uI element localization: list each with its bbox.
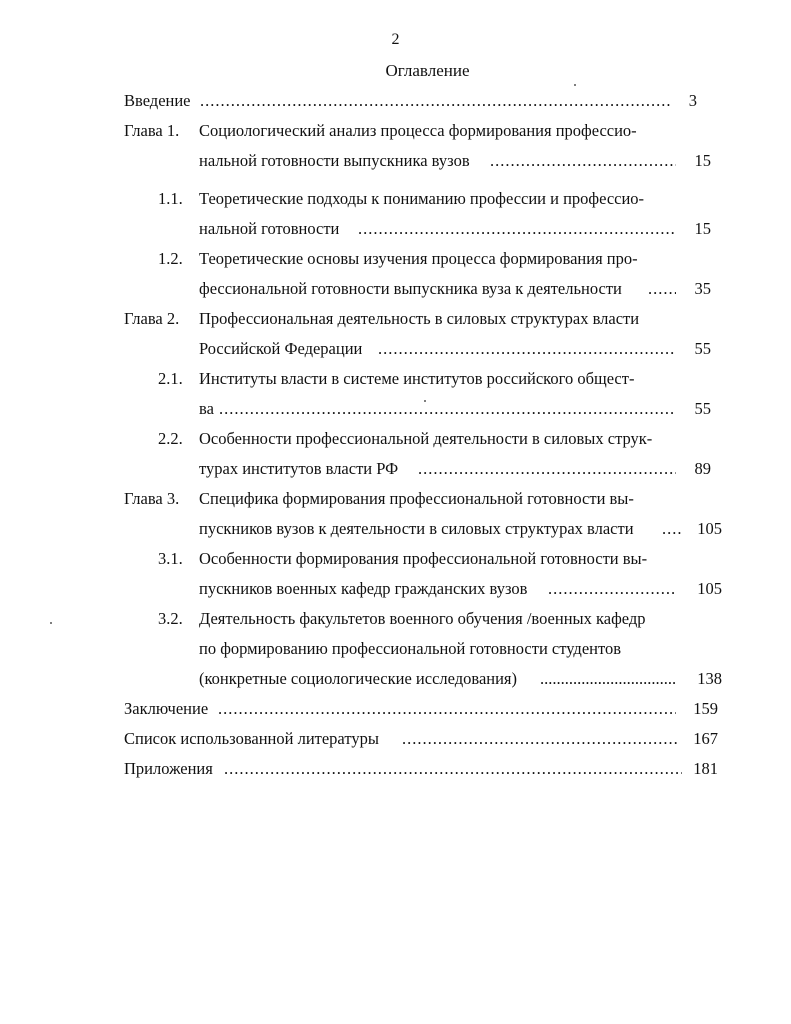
toc-entry-text: Теоретические подходы к пониманию профессии и профессио- <box>199 189 645 208</box>
toc-entry-text: пускников военных кафедр гражданских вузов <box>199 579 528 598</box>
leader-dots <box>219 396 676 422</box>
toc-entry-text: Институты власти в системе институтов российского общест- <box>199 369 635 388</box>
scan-speck <box>50 622 52 624</box>
toc-entry-label: Глава 1. <box>124 121 180 140</box>
toc-entry-chapter-1-cont <box>0 148 711 174</box>
toc-entry-bibliography <box>0 726 718 752</box>
toc-section-number: 1.2. <box>158 249 183 268</box>
toc-entry-chapter-2-cont <box>0 336 711 362</box>
toc-page-number: 15 <box>694 219 711 238</box>
leader-dots <box>378 336 676 362</box>
toc-entry-section-3-2 <box>0 606 711 632</box>
toc-section-number: 3.1. <box>158 549 183 568</box>
toc-page-number: 89 <box>694 459 711 478</box>
leader-dots <box>218 696 676 722</box>
toc-page-number: 55 <box>694 399 711 418</box>
toc-entry-chapter-3 <box>0 486 711 512</box>
toc-section-number: 3.2. <box>158 609 183 628</box>
toc-entry-label: Глава 3. <box>124 489 180 508</box>
toc-entry-label: Глава 2. <box>124 309 180 328</box>
toc-entry-appendices <box>0 756 718 782</box>
toc-entry-label: Приложения <box>124 759 213 778</box>
toc-entry-section-2-1-cont <box>0 396 711 422</box>
toc-entry-section-2-2 <box>0 426 711 452</box>
toc-entry-section-2-2-cont <box>0 456 711 482</box>
toc-entry-label: Список использованной литературы <box>124 729 379 748</box>
toc-entry-text: Профессиональная деятельность в силовых структурах власти <box>199 309 640 328</box>
toc-page-number: 138 <box>697 669 722 688</box>
toc-section-number: 2.1. <box>158 369 183 388</box>
leader-dots <box>402 726 678 752</box>
leader-dots <box>490 148 676 174</box>
toc-entry-text: Социологический анализ процесса формирования профессио- <box>199 121 637 140</box>
toc-entry-section-3-2-cont2 <box>0 666 722 692</box>
toc-entry-section-1-1 <box>0 186 711 212</box>
toc-entry-text: Специфика формирования профессиональной готовности вы- <box>199 489 634 508</box>
toc-entry-text: (конкретные социологические исследования) <box>199 669 518 688</box>
toc-entry-text: Особенности формирования профессиональной готовности вы- <box>199 549 648 568</box>
scan-speck <box>574 84 576 86</box>
toc-section-number: 1.1. <box>158 189 183 208</box>
toc-page-number: 35 <box>694 279 711 298</box>
toc-entry-conclusion <box>0 696 718 722</box>
leader-dots <box>540 666 676 692</box>
toc-entry-text: Особенности профессиональной деятельности в силовых струк- <box>199 429 653 448</box>
toc-entry-text: турах институтов власти РФ <box>199 459 399 478</box>
toc-entry-text: Деятельность факультетов военного обучения /военных кафедр <box>199 609 646 628</box>
toc-entry-text: Теоретические основы изучения процесса формирования про- <box>199 249 638 268</box>
leader-dots <box>548 576 676 602</box>
toc-entry-text: пускников вузов к деятельности в силовых структурах власти <box>199 519 634 538</box>
toc-page-number: 181 <box>693 759 718 778</box>
toc-entry-chapter-2 <box>0 306 711 332</box>
toc-entry-introduction <box>0 88 711 114</box>
toc-entry-text: нальной готовности выпускника вузов <box>199 151 470 170</box>
toc-entry-chapter-1 <box>0 118 711 144</box>
leader-dots <box>358 216 676 242</box>
leader-dots <box>418 456 676 482</box>
toc-page-number: 3 <box>688 91 697 110</box>
toc-title: Оглавление <box>385 61 470 80</box>
toc-entry-label: Заключение <box>124 699 209 718</box>
toc-entry-section-3-1-cont <box>0 576 722 602</box>
toc-page-number: 105 <box>697 579 722 598</box>
toc-entry-text: Российской Федерации <box>199 339 363 358</box>
toc-entry-section-1-2-cont <box>0 276 711 302</box>
toc-entry-section-2-1 <box>0 366 711 392</box>
page-number: 2 <box>391 31 400 48</box>
toc-page-number: 159 <box>693 699 718 718</box>
scan-speck <box>424 400 426 402</box>
leader-dots <box>200 88 670 114</box>
toc-page-number: 15 <box>694 151 711 170</box>
toc-entry-section-3-1 <box>0 546 711 572</box>
toc-page-number: 55 <box>694 339 711 358</box>
toc-entry-text: фессиональной готовности выпускника вуза к деятельности <box>199 279 622 298</box>
toc-entry-section-3-2-cont <box>0 636 711 662</box>
leader-dots <box>224 756 682 782</box>
toc-entry-text: нальной готовности <box>199 219 340 238</box>
toc-section-number: 2.2. <box>158 429 183 448</box>
toc-entry-section-1-1-cont <box>0 216 711 242</box>
toc-page-number: 167 <box>693 729 718 748</box>
toc-entry-chapter-3-cont <box>0 516 722 542</box>
toc-entry-label: Введение <box>124 91 191 110</box>
toc-entry-text: ва <box>199 399 214 418</box>
toc-entry-text: по формированию профессиональной готовности студентов <box>199 639 622 658</box>
toc-page-number: 105 <box>697 519 722 538</box>
toc-entry-section-1-2 <box>0 246 711 272</box>
